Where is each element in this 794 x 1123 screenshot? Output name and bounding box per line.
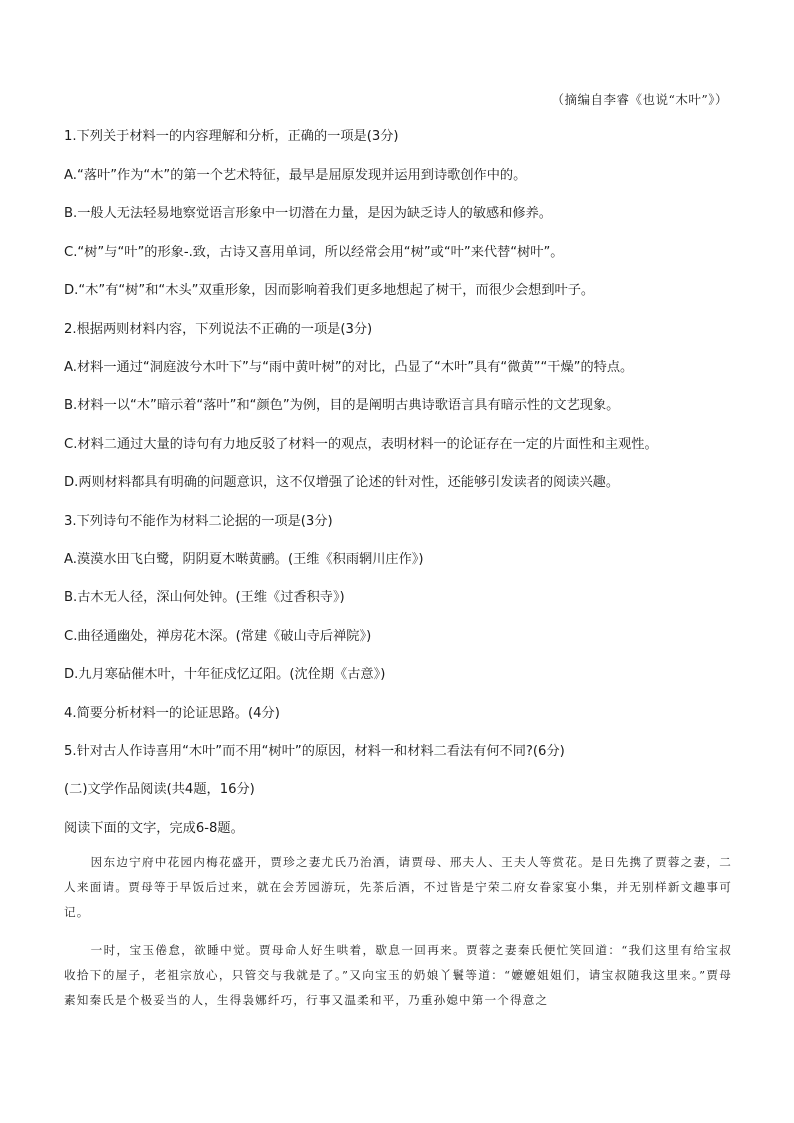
passage-paragraph-1: 因东边宁府中花园内梅花盛开，贾珍之妻尤氏乃治酒，请贾母、邢夫人、王夫人等赏花。是日先携了贾蓉之妻，二人来面请。贾母等于早饭后过来，就在会芳园游玩，先茶后酒，不过皆是宁荣二府女眷家宴小集，并无别样新文趣事可记。	[64, 855, 732, 919]
question-2-stem: 2.根据两则材料内容，下列说法不正确的一项是(3分)	[64, 322, 373, 337]
question-1-option-b: B.一般人无法轻易地察觉语言形象中一切潜在力量，是因为缺乏诗人的敏感和修养。	[64, 206, 552, 221]
section-heading: (二)文学作品阅读(共4题，16分)	[64, 782, 255, 797]
question-1-option-d: D.“木”有“树”和“木头”双重形象，因而影响着我们更多地想起了树干，而很少会想到叶子。	[64, 283, 595, 298]
question-2-option-c: C.材料二通过大量的诗句有力地反驳了材料一的观点，表明材料一的论证存在一定的片面性和主观性。	[64, 437, 658, 452]
reading-instruction: 阅读下面的文字，完成6-8题。	[64, 821, 244, 836]
source-citation: （摘编自李睿《也说“木叶”》）	[551, 92, 728, 107]
question-4-stem: 4.简要分析材料一的论证思路。(4分)	[64, 706, 280, 721]
question-3-stem: 3.下列诗句不能作为材料二论据的一项是(3分)	[64, 514, 333, 529]
question-1-option-c: C.“树”与“叶”的形象-.致，古诗又喜用单词，所以经常会用“树”或“叶”来代替“树叶”。	[64, 245, 564, 260]
question-3-option-b: B.古木无人径，深山何处钟。(王维《过香积寺》)	[64, 590, 345, 605]
question-3-option-c: C.曲径通幽处，禅房花木深。(常建《破山寺后禅院》)	[64, 629, 372, 644]
question-3-option-a: A.漠漠水田飞白鹭，阴阴夏木啭黄鹂。(王维《积雨辋川庄作》)	[64, 552, 424, 567]
question-2-option-a: A.材料一通过“洞庭波兮木叶下”与“雨中黄叶树”的对比，凸显了“木叶”具有“微黄”“干燥”的特点。	[64, 360, 634, 375]
question-2-option-b: B.材料一以“木”暗示着“落叶”和“颜色”为例，目的是阐明古典诗歌语言具有暗示性的文艺现象。	[64, 398, 620, 413]
passage-paragraph-2: 一时，宝玉倦怠，欲睡中觉。贾母命人好生哄着，歇息一回再来。贾蓉之妻秦氏便忙笑回道：“我们这里有给宝叔收拾下的屋子，老祖宗放心，只管交与我就是了。”又向宝玉的奶娘丫鬟等道：“嬷嬷姐姐们，请宝叔随我这里来。”贾母素知秦氏是个极妥当的人，生得袅娜纤巧，行事又温柔和平，乃重孙媳中第一个得意之	[64, 943, 732, 1007]
question-5-stem: 5.针对古人作诗喜用“木叶”而不用“树叶”的原因，材料一和材料二看法有何不同?(6分)	[64, 744, 565, 759]
question-1-option-a: A.“落叶”作为“木”的第一个艺术特征，最早是屈原发现并运用到诗歌创作中的。	[64, 168, 527, 183]
question-3-option-d: D.九月寒砧催木叶，十年征戍忆辽阳。(沈佺期《古意》)	[64, 667, 386, 682]
question-1-stem: 1.下列关于材料一的内容理解和分析，正确的一项是(3分)	[64, 129, 399, 144]
question-2-option-d: D.两则材料都具有明确的问题意识，这不仅增强了论述的针对性，还能够引发读者的阅读兴趣。	[64, 475, 620, 490]
